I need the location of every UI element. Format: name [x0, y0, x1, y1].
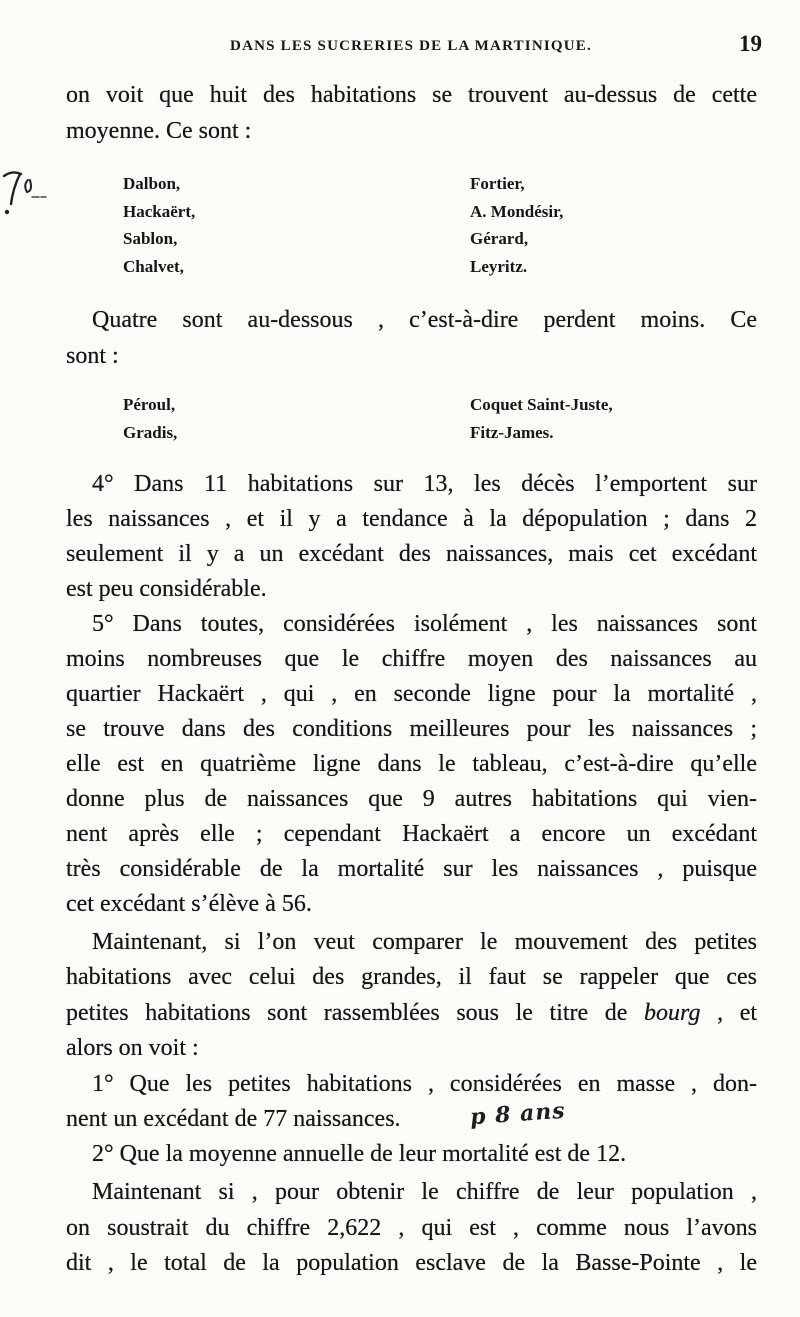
list-item: Leyritz. [470, 256, 528, 276]
text-line: 2° Que la moyenne annuelle de leur mortalité est de 12. [92, 1141, 627, 1167]
list-item: Hackaërt, [123, 201, 196, 221]
text-line: on soustrait du chiffre 2,622 , qui est , comme nous l’avons [66, 1214, 757, 1241]
text-line: très considérable de la mortalité sur les naissances , puisque [66, 856, 757, 882]
text-line: seulement il y a un excédant des naissances, mais cet excédant [66, 541, 757, 567]
text-line: nent après elle ; cependant Hackaërt a encore un excédant [66, 821, 757, 847]
habitations-list-above [66, 170, 757, 280]
text-line: nent un excédant de 77 naissances. [66, 1106, 401, 1132]
text-line: 5° Dans toutes, considérées isolément , les naissances sont [92, 611, 757, 637]
text-line: donne plus de naissances que 9 autres habitations qui vien- [66, 786, 757, 812]
paragraph-point-4 [66, 467, 757, 607]
text-line: dit , le total de la population esclave de la Basse-Pointe , le [66, 1250, 757, 1276]
page-number: 19 [739, 31, 762, 56]
text-line: alors on voit : [66, 1034, 199, 1061]
text-line: Maintenant si , pour obtenir le chiffre de leur population , [92, 1179, 757, 1205]
handwritten-annotation: p 8 ans [469, 1097, 567, 1131]
paragraph-point-5 [66, 607, 757, 922]
text-line: moins nombreuses que le chiffre moyen des naissances au [66, 646, 757, 672]
margin-pen-mark [0, 162, 48, 224]
running-header-title: DANS LES SUCRERIES DE LA MARTINIQUE. [230, 38, 592, 54]
text-line: cet excédant s’élève à 56. [66, 891, 312, 917]
list-item: Péroul, [123, 395, 176, 414]
text-line: quartier Hackaërt , qui , en seconde ligne pour la mortalité , [66, 681, 757, 707]
text-line: Maintenant, si l’on veut comparer le mouvement des petites [92, 929, 757, 955]
paragraph-below-average [66, 302, 757, 374]
list-item: Sablon, [123, 229, 178, 248]
paragraph-finding-1 [66, 1067, 757, 1137]
text-line: 1° Que les petites habitations , considérées en masse , don- [92, 1071, 757, 1097]
text-line: se trouve dans des conditions meilleures pour les naissances ; [66, 716, 757, 742]
list-item: A. Mondésir, [470, 201, 564, 221]
text-line: 4° Dans 11 habitations sur 13, les décès l’emportent sur [92, 471, 757, 497]
list-item: Chalvet, [123, 256, 184, 276]
text-line: les naissances , et il y a tendance à la dépopulation ; dans 2 [66, 506, 757, 532]
text-line: moyenne. Ce sont : [66, 118, 252, 144]
text-line: habitations avec celui des grandes, il faut se rappeler que ces [66, 964, 757, 991]
list-item: Coquet Saint-Juste, [470, 395, 613, 414]
italic-term-bourg: bourg [644, 999, 701, 1026]
text-line: on voit que huit des habitations se trouvent au-dessus de cette [66, 82, 757, 108]
habitations-list-below [66, 391, 757, 446]
list-item: Gradis, [123, 422, 178, 442]
text-segment: , et [717, 999, 758, 1026]
list-item: Fortier, [470, 174, 525, 193]
text-segment: petites habitations sont rassemblées sous le titre de [66, 999, 628, 1026]
text-line: est peu considérable. [66, 576, 267, 602]
text-line-with-italic [66, 996, 757, 1031]
text-line: Quatre sont au-dessous , c’est-à-dire perdent moins. Ce [92, 307, 757, 333]
list-item: Gérard, [470, 229, 529, 248]
list-item: Fitz-James. [470, 422, 554, 442]
paragraph-comparison [66, 925, 757, 1066]
text-line: elle est en quatrième ligne dans le tableau, c’est-à-dire qu’elle [66, 751, 757, 777]
list-item: Dalbon, [123, 174, 181, 193]
paragraph-intro [66, 77, 757, 149]
text-line: sont : [66, 343, 119, 369]
paragraph-finding-2 [66, 1137, 757, 1172]
paragraph-population [66, 1175, 757, 1282]
